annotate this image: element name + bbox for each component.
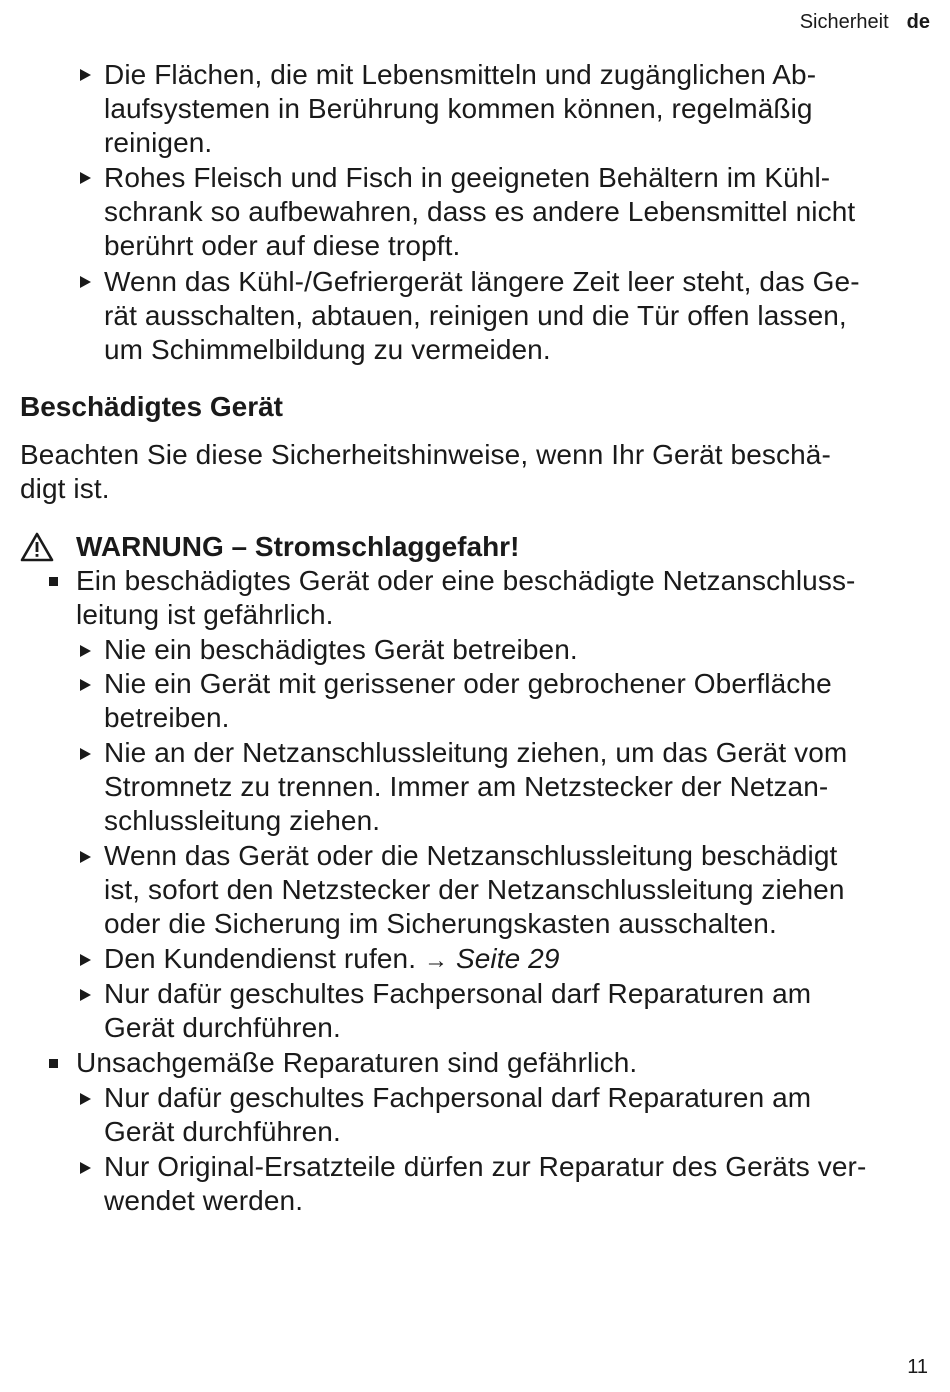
list-item-line: schrank so aufbewahren, dass es andere Lebensmittel nicht [104,196,856,227]
bullet-marker [80,1162,91,1174]
measure-line: Gerät durchführen. [104,1116,341,1147]
measure-line: betreiben. [104,702,230,733]
reference-text: Den Kundendienst rufen. [104,943,417,974]
measure-line: ist, sofort den Netzstecker der Netzanschlussleitung ziehen [104,874,845,905]
hazard-line: Unsachgemäße Reparaturen sind gefährlich. [76,1047,638,1078]
bullet-marker [80,1093,91,1105]
measure-line: Nie ein beschädigtes Gerät betreiben. [104,634,578,665]
page-header [800,8,930,36]
bullet-marker [80,69,91,81]
section-intro-line: Beachten Sie diese Sicherheitshinweise, wenn Ihr Gerät beschä- [20,439,831,470]
bullet-marker [80,276,91,288]
list-item-line: laufsystemen in Berührung kommen können, regelmäßig [104,93,813,124]
list-item-line: Die Flächen, die mit Lebensmitteln und zugänglichen Ab- [104,59,817,90]
reference-line [104,942,560,978]
measure-line: Wenn das Gerät oder die Netzanschlussleitung beschädigt [104,840,838,871]
measure-line: schlussleitung ziehen. [104,805,381,836]
list-item-line: reinigen. [104,127,213,158]
section-heading: Beschädigtes Gerät [20,391,283,422]
language-code: de [906,11,930,33]
bullet-marker [80,954,91,966]
bullet-marker [80,851,91,863]
measure-line: Nur dafür geschultes Fachpersonal darf Reparaturen am [104,1082,812,1113]
arrow-right-icon: → [423,947,449,974]
list-item-line: Rohes Fleisch und Fisch in geeigneten Behältern im Kühl- [104,162,831,193]
warning-title: WARNUNG – Stromschlaggefahr! [76,531,520,562]
bullet-marker [80,172,91,184]
page-number: 11 [907,1356,928,1378]
bullet-marker [80,989,91,1001]
hazard-line: Ein beschädigtes Gerät oder eine beschädigte Netzanschluss- [76,565,856,596]
section-intro-line: digt ist. [20,473,110,504]
measure-line: oder die Sicherung im Sicherungskasten ausschalten. [104,908,777,939]
section-label: Sicherheit [799,11,889,33]
list-item-line: berührt oder auf diese tropft. [104,230,461,261]
measure-line: Stromnetz zu trennen. Immer am Netzstecker der Netzan- [104,771,829,802]
page-reference-link[interactable]: Seite 29 [455,943,560,974]
list-item-line: Wenn das Kühl-/Gefriergerät längere Zeit leer steht, das Ge- [104,266,860,297]
measure-line: wendet werden. [104,1185,304,1216]
bullet-marker [80,679,91,691]
square-bullet [49,1059,58,1068]
bullet-marker [80,748,91,760]
measure-line: Nur Original-Ersatzteile dürfen zur Reparatur des Geräts ver- [104,1151,867,1182]
measure-line: Nie an der Netzanschlussleitung ziehen, um das Gerät vom [104,737,848,768]
bullet-marker [80,645,91,657]
measure-line: Gerät durchführen. [104,1012,341,1043]
measure-line: Nur dafür geschultes Fachpersonal darf Reparaturen am [104,978,812,1009]
square-bullet [49,577,58,586]
list-item-line: um Schimmelbildung zu vermeiden. [104,334,551,365]
list-item-line: rät ausschalten, abtauen, reinigen und die Tür offen lassen, [104,300,847,331]
hazard-line: leitung ist gefährlich. [76,599,334,630]
measure-line: Nie ein Gerät mit gerissener oder gebrochener Oberfläche [104,668,832,699]
warning-triangle-icon [20,532,54,562]
